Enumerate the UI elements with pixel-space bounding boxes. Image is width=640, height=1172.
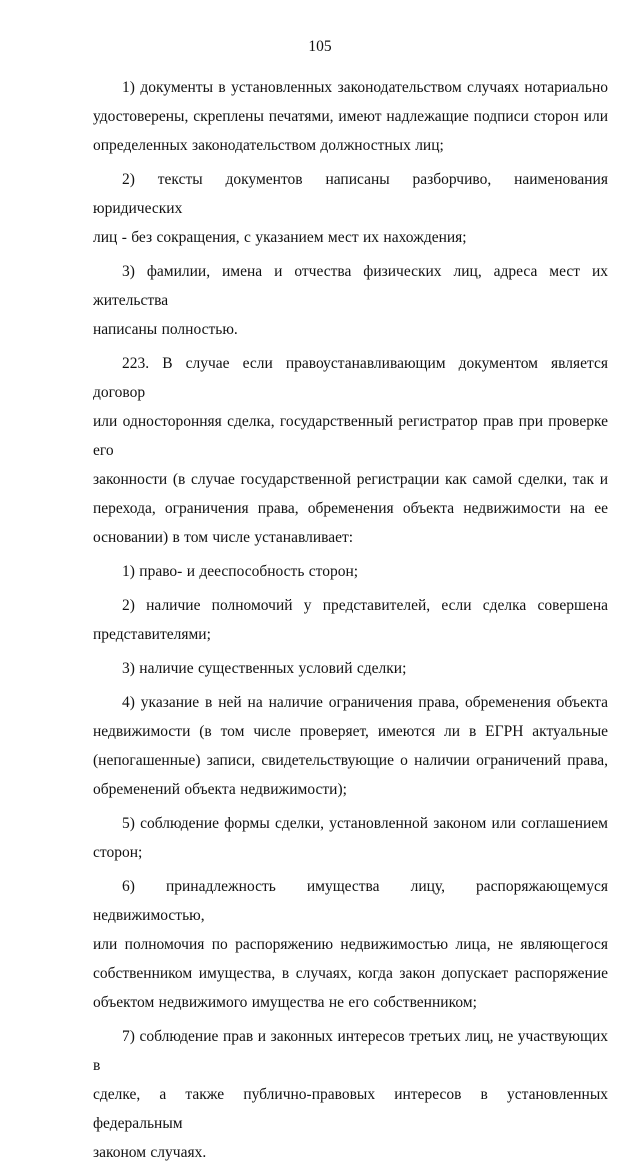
text-line: 6) принадлежность имущества лицу, распоряжающемуся недвижимостью, [93, 878, 608, 924]
text-line: удостоверены, скреплены печатями, имеют надлежащие подписи сторон или [93, 108, 608, 125]
paragraph [93, 809, 608, 867]
paragraph [93, 688, 608, 804]
text-line: написаны полностью. [93, 321, 238, 338]
paragraph [93, 257, 608, 344]
paragraph [93, 654, 608, 683]
text-line: недвижимости (в том числе проверяет, имеются ли в ЕГРН актуальные [93, 723, 608, 740]
text-line: 2) тексты документов написаны разборчиво, наименования юридических [93, 171, 608, 217]
document-body [93, 73, 608, 1172]
text-line: лиц - без сокращения, с указанием мест их нахождения; [93, 229, 467, 246]
text-line: объектом недвижимого имущества не его собственником; [93, 994, 477, 1011]
text-line: или полномочия по распоряжению недвижимостью лица, не являющегося [93, 936, 608, 953]
text-line: законом случаях. [93, 1144, 207, 1161]
text-line: 223. В случае если правоустанавливающим документом является договор [93, 355, 608, 401]
text-line: 1) документы в установленных законодательством случаях нотариально [122, 79, 608, 96]
text-line: обременений объекта недвижимости); [93, 781, 347, 798]
text-line: или односторонняя сделка, государственный регистратор прав при проверке его [93, 413, 608, 459]
text-line: 7) соблюдение прав и законных интересов третьих лиц, не участвующих в [93, 1028, 608, 1074]
text-line: определенных законодательством должностных лиц; [93, 137, 444, 154]
page-number: 105 [308, 38, 332, 55]
paragraph [93, 73, 608, 160]
paragraph [93, 349, 608, 552]
text-line: 1) право- и дееспособность сторон; [122, 563, 359, 580]
text-line: собственником имущества, в случаях, когда закон допускает распоряжение [93, 965, 608, 982]
text-line: 5) соблюдение формы сделки, установленной законом или соглашением [122, 815, 608, 832]
text-line: основании) в том числе устанавливает: [93, 529, 354, 546]
text-line: сделке, а также публично-правовых интересов в установленных федеральным [93, 1086, 608, 1132]
text-line: сторон; [93, 844, 143, 861]
text-line: представителями; [93, 626, 211, 643]
text-line: 3) фамилии, имена и отчества физических лиц, адреса мест их жительства [93, 263, 608, 309]
text-line: 3) наличие существенных условий сделки; [122, 660, 407, 677]
paragraph [93, 872, 608, 1017]
text-line: 4) указание в ней на наличие ограничения права, обременения объекта [122, 694, 608, 711]
text-line: (непогашенные) записи, свидетельствующие о наличии ограничений права, [93, 752, 608, 769]
text-line: законности (в случае государственной регистрации как самой сделки, так и [93, 471, 608, 488]
text-line: 2) наличие полномочий у представителей, если сделка совершена [122, 597, 608, 614]
paragraph [93, 591, 608, 649]
paragraph [93, 1022, 608, 1167]
paragraph [93, 557, 608, 586]
paragraph [93, 165, 608, 252]
text-line: перехода, ограничения права, обременения объекта недвижимости на ее [93, 500, 608, 517]
